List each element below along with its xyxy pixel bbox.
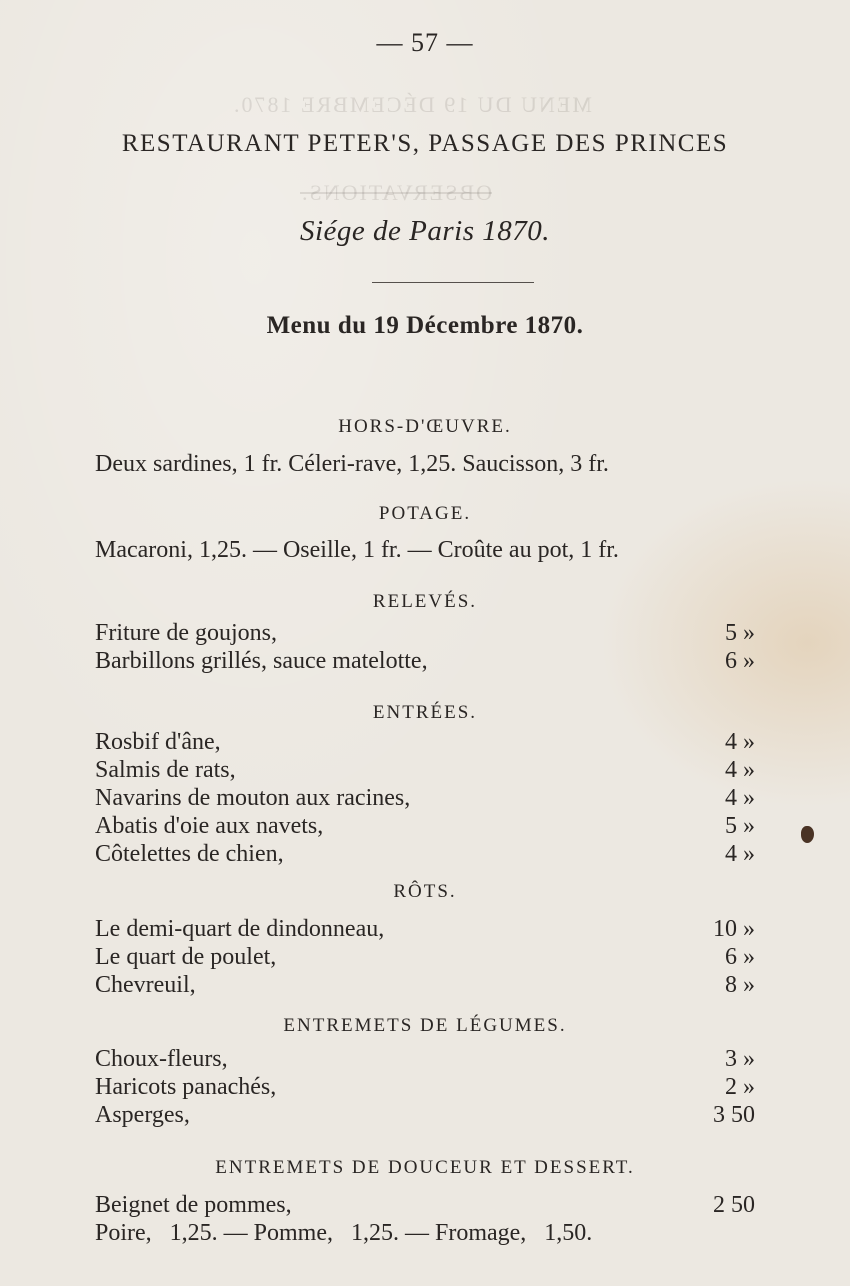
menu-heading: Menu du 19 Décembre 1870. xyxy=(266,312,584,339)
menu-item xyxy=(95,1192,755,1220)
menu-item xyxy=(95,1074,755,1102)
item-name: Friture de goujons, xyxy=(95,620,277,646)
item-price: 4 » xyxy=(725,757,755,783)
menu-item xyxy=(95,757,755,785)
item-name: Chevreuil, xyxy=(95,972,196,998)
item-price: 8 » xyxy=(725,972,755,998)
bleed-through-heading: MENU DU 19 DÉCEMBRE 1870. xyxy=(232,92,592,117)
menu-item xyxy=(95,620,755,648)
page-subtitle: Siége de Paris 1870. xyxy=(299,215,550,247)
item-price: 6 » xyxy=(725,944,755,970)
page-number: — 57 — xyxy=(376,28,474,57)
item-price: 2 50 xyxy=(713,1192,755,1218)
menu-line-potage: Macaroni, 1,25. — Oseille, 1 fr. — Croûte au pot, 1 fr. xyxy=(95,537,619,563)
section-heading-potage: POTAGE. xyxy=(378,503,472,524)
item-name: Rosbif d'âne, xyxy=(95,729,221,755)
item-name: Beignet de pommes, xyxy=(95,1192,292,1218)
item-name: Asperges, xyxy=(95,1102,190,1128)
menu-item xyxy=(95,841,755,869)
item-price: 3 » xyxy=(725,1046,755,1072)
section-heading-releves: RELEVÉS. xyxy=(372,591,478,612)
section-heading-hors-doeuvre: HORS-D'ŒUVRE. xyxy=(338,416,512,437)
item-price: 10 » xyxy=(713,916,755,942)
menu-item xyxy=(95,1102,755,1130)
item-name: Navarins de mouton aux racines, xyxy=(95,785,411,811)
section-heading-rots: RÔTS. xyxy=(393,881,457,902)
item-name: Le quart de poulet, xyxy=(95,944,277,970)
item-price: 2 » xyxy=(725,1074,755,1100)
page-title: RESTAURANT PETER'S, PASSAGE DES PRINCES xyxy=(121,130,729,157)
item-price: 4 » xyxy=(725,729,755,755)
menu-line-dessert: Poire, 1,25. — Pomme, 1,25. — Fromage, 1,50. xyxy=(95,1220,593,1246)
item-name: Choux-fleurs, xyxy=(95,1046,228,1072)
item-name: Le demi-quart de dindonneau, xyxy=(95,916,385,942)
menu-item xyxy=(95,648,755,676)
section-heading-dessert: ENTREMETS DE DOUCEUR ET DESSERT. xyxy=(215,1157,635,1178)
item-name: Côtelettes de chien, xyxy=(95,841,284,867)
bleed-through-observations: OBSERVATIONS. xyxy=(300,180,492,205)
item-price: 4 » xyxy=(725,841,755,867)
section-heading-entremets-legumes: ENTREMETS DE LÉGUMES. xyxy=(283,1015,567,1036)
menu-item xyxy=(95,785,755,813)
item-price: 4 » xyxy=(725,785,755,811)
divider-rule xyxy=(372,282,534,283)
menu-item xyxy=(95,944,755,972)
item-price: 5 » xyxy=(725,813,755,839)
menu-item xyxy=(95,813,755,841)
item-name: Abatis d'oie aux navets, xyxy=(95,813,324,839)
item-name: Salmis de rats, xyxy=(95,757,236,783)
menu-item xyxy=(95,729,755,757)
ink-spot xyxy=(801,826,814,843)
item-price: 3 50 xyxy=(713,1102,755,1128)
item-price: 5 » xyxy=(725,620,755,646)
menu-item xyxy=(95,1046,755,1074)
section-heading-entrees: ENTRÉES. xyxy=(372,702,478,723)
menu-item xyxy=(95,972,755,1000)
menu-item xyxy=(95,916,755,944)
menu-line-hors-doeuvre: Deux sardines, 1 fr. Céleri-rave, 1,25. Saucisson, 3 fr. xyxy=(95,451,609,477)
item-name: Barbillons grillés, sauce matelotte, xyxy=(95,648,428,674)
item-name: Haricots panachés, xyxy=(95,1074,277,1100)
item-price: 6 » xyxy=(725,648,755,674)
